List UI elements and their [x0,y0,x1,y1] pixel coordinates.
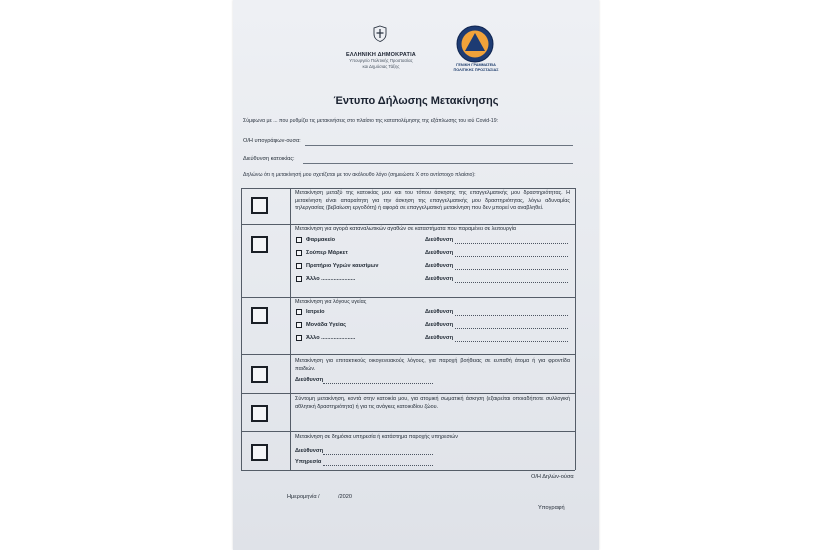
option-address-label: Διεύθυνση [425,322,454,328]
header-org-line1: ΕΛΛΗΝΙΚΗ ΔΗΜΟΚΡΑΤΙΑ [346,52,416,58]
option-checkbox-health-unit[interactable] [296,322,302,328]
civil-protection-logo-icon [455,24,495,64]
option-address-line[interactable] [455,341,568,342]
option-address-label: Διεύθυνση [425,263,454,269]
reason5-checkbox[interactable] [251,405,268,422]
header-org-line3: και Δημόσιας Τάξης [362,63,400,69]
option-address-label: Διεύθυνση [425,237,454,243]
reason5-text: Σύντομη μετακίνηση, κοντά στην κατοικία μου, για ατομική σωματική άσκηση (εξαιρείται οποιαδήποτε συλλογική αθλητική δραστηριότητα) ή για τις ανάγκες κατοικιδίου ζώου. [295,396,570,410]
reason3-checkbox[interactable] [251,307,268,324]
option-address-label: Διεύθυνση [425,276,454,282]
option-label-supermarket: Σούπερ Μάρκετ [306,250,348,256]
option-checkbox-supermarket[interactable] [296,250,302,256]
table-right-border [575,188,576,470]
table-row-border [241,188,575,189]
reason4-checkbox[interactable] [251,366,268,383]
form-title: Έντυπο Δήλωσης Μετακίνησης [333,95,499,107]
reason1-checkbox[interactable] [251,197,268,214]
name-field-line[interactable] [305,145,573,146]
table-row-border [241,431,575,432]
name-field-label: Ο/Η υπογράφων-ουσα: [243,138,301,144]
form-paper [233,0,599,550]
signature-label: Υπογραφή [538,505,565,511]
table-row-border [241,470,575,471]
address-field-label: Διεύθυνση κατοικίας: [243,156,295,162]
option-checkbox-other[interactable] [296,276,302,282]
option-checkbox-pharmacy[interactable] [296,237,302,243]
option-label-pharmacy: Φαρμακείο [306,237,336,243]
date-year: /2020 [338,494,352,500]
option-address-line[interactable] [455,328,568,329]
reason6-address-line[interactable] [323,454,433,455]
option-label-health-unit: Μονάδα Υγείας [306,322,347,328]
reason6-service-label: Υπηρεσία [295,459,322,465]
reason6-service-line[interactable] [323,465,433,466]
table-row-border [241,297,575,298]
header-ministry [326,52,436,69]
table-divider [290,188,291,470]
header-agency [451,63,501,72]
option-address-line[interactable] [455,243,568,244]
option-address-line[interactable] [455,315,568,316]
option-address-line[interactable] [455,256,568,257]
header-agency-line1: ΓΕΝΙΚΗ ΓΡΑΜΜΑΤΕΙΑ [456,63,496,67]
reason4-address-line[interactable] [323,383,433,384]
reason1-text: Μετακίνηση μεταξύ της κατοικίας μου και του τόπου άσκησης της επαγγελματικής μου δραστηριότητας. Η μετακίνηση είναι απαραίτητη για την άσκηση της επαγγελματικής μου δραστηριότητας, λόγω αδυναμίας τηλεργασίας (βεβαίωση εργοδότη) ή αφορά σε επαγγελματική μετακίνηση που δεν μπορεί να αναβληθεί. [295,190,570,212]
reason2-text: Μετακίνηση για αγορά καταναλωτικών αγαθών σε καταστήματα που παραμένει σε λειτουργία [295,226,517,232]
option-label-other-health: Άλλο ...................... [306,335,356,341]
declaration-text: Δηλώνω ότι η μετακίνησή μου σχετίζεται με τον ακόλουθο λόγο (σημειώστε Χ στο αντίστοιχο πλαίσιο): [243,172,476,178]
reason4-text: Μετακίνηση για επιτακτικούς οικογενειακούς λόγους, για παροχή βοήθειας σε ευπαθή άτομα ή για φροντίδα παιδιών. [295,358,570,372]
table-left-border [241,188,242,470]
date-label: Ημερομηνία [287,494,317,500]
reason6-text: Μετακίνηση σε δημόσια υπηρεσία ή κατάστημα παροχής υπηρεσιών [295,434,458,440]
option-address-line[interactable] [455,269,568,270]
table-row-border [241,354,575,355]
option-address-label: Διεύθυνση [425,335,454,341]
option-address-label: Διεύθυνση [425,250,454,256]
reason6-address-label: Διεύθυνση [295,448,324,454]
reason4-address-label: Διεύθυνση [295,377,324,383]
intro-text: Σύμφωνα με ... που ρυθμίζει τις μετακινήσεις στο πλαίσιο της καταπολέμησης της εξάπλωσης του ιού Covid-19: [243,118,499,124]
option-checkbox-fuel-station[interactable] [296,263,302,269]
greek-emblem-icon [373,25,387,42]
option-label-other: Άλλο ...................... [306,276,356,282]
declarant-label: Ο/Η Δηλών-ούσα [531,474,574,480]
header-agency-line2: ΠΟΛΙΤΙΚΗΣ ΠΡΟΣΤΑΣΙΑΣ [453,67,499,72]
option-checkbox-clinic[interactable] [296,309,302,315]
reason2-checkbox[interactable] [251,236,268,253]
table-row-border [241,393,575,394]
option-label-fuel-station: Πρατήριο Υγρών καυσίμων [306,263,379,269]
reason3-text: Μετακίνηση για λόγους υγείας [295,299,367,305]
option-label-clinic: Ιατρείο [306,309,325,315]
option-address-label: Διεύθυνση [425,309,454,315]
reason6-checkbox[interactable] [251,444,268,461]
table-row-border [241,224,575,225]
option-address-line[interactable] [455,282,568,283]
header-org-line2: Υπουργείο Πολιτικής Προστασίας [349,58,413,63]
date-slash: / [318,494,320,500]
option-checkbox-other-health[interactable] [296,335,302,341]
address-field-line[interactable] [303,163,573,164]
